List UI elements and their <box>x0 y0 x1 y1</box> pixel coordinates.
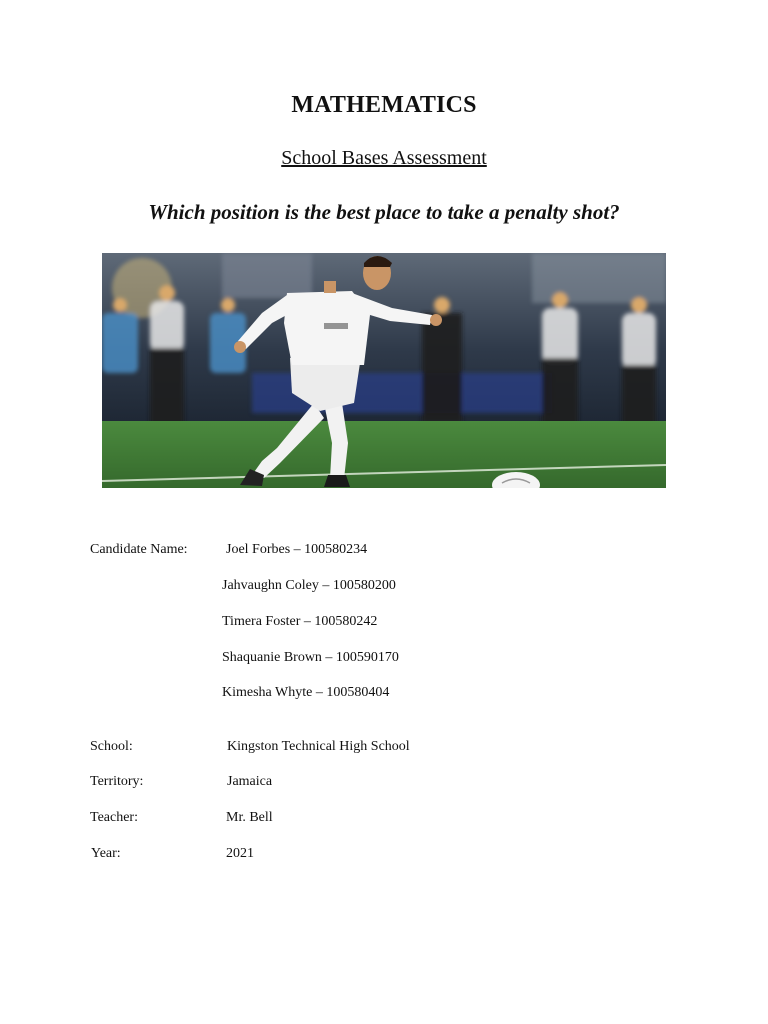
school-value: Kingston Technical High School <box>227 739 410 754</box>
document-subtitle: School Bases Assessment <box>281 147 487 169</box>
candidate-name: Jahvaughn Coley – 100580200 <box>222 578 396 593</box>
candidate-name: Timera Foster – 100580242 <box>222 614 378 629</box>
teacher-label: Teacher: <box>90 810 138 825</box>
research-question: Which position is the best place to take a penalty shot? <box>148 200 620 224</box>
teacher-value: Mr. Bell <box>226 810 273 825</box>
document-title: MATHEMATICS <box>291 92 477 118</box>
candidate-name-label: Candidate Name: <box>90 542 188 557</box>
year-value: 2021 <box>226 846 254 861</box>
cover-photo <box>102 253 666 488</box>
candidate-name: Kimesha Whyte – 100580404 <box>222 685 390 700</box>
school-label: School: <box>90 739 133 754</box>
candidate-name: Joel Forbes – 100580234 <box>226 542 368 557</box>
candidate-name: Shaquanie Brown – 100590170 <box>222 650 399 665</box>
territory-value: Jamaica <box>227 774 273 789</box>
year-label: Year: <box>91 846 121 861</box>
territory-label: Territory: <box>90 774 144 789</box>
